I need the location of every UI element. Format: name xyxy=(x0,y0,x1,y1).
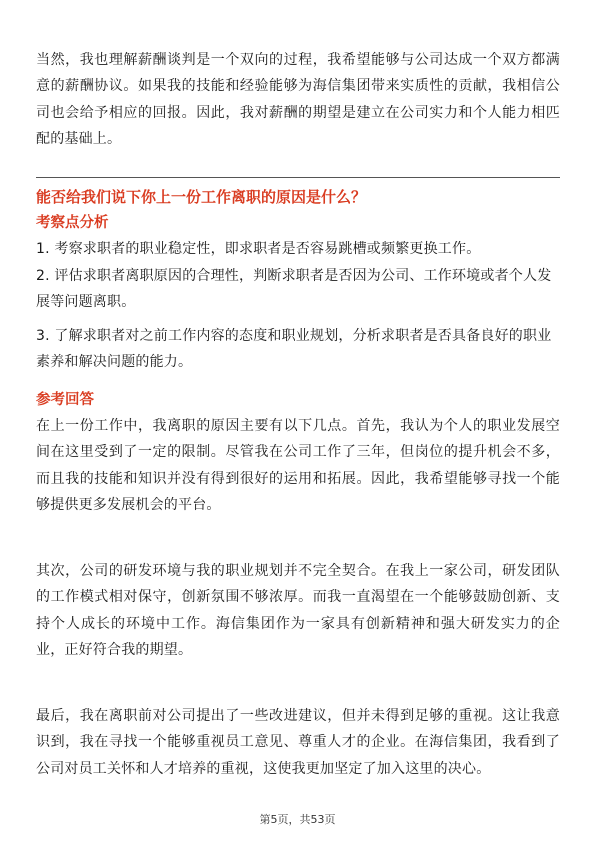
analysis-item-1: 1. 考察求职者的职业稳定性，即求职者是否容易跳槽或频繁更换工作。 xyxy=(36,241,481,257)
page-number-footer: 第5页，共53页 xyxy=(259,813,336,826)
analysis-item-2: 2. 评估求职者离职原因的合理性，判断求职者是否因为公司、工作环境或者个人发展等问题离职。 xyxy=(36,268,552,311)
intro-paragraph: 当然，我也理解薪酬谈判是一个双向的过程，我希望能够与公司达成一个双方都满意的薪酬协议。如果我的技能和经验能够为海信集团带来实质性的贡献，我相信公司也会给予相应的回报。因此，我对薪酬的期望是建立在公司实力和个人能力相匹配的基础上。 xyxy=(36,52,560,147)
answer-paragraph-1: 在上一份工作中，我离职的原因主要有以下几点。首先，我认为个人的职业发展空间在这里受到了一定的限制。尽管我在公司工作了三年，但岗位的提升机会不多，而且我的技能和知识并没有得到很好的运用和拓展。因此，我希望能够寻找一个能够提供更多发展机会的平台。 xyxy=(36,418,560,513)
answer-paragraph-2: 其次，公司的研发环境与我的职业规划并不完全契合。在我上一家公司，研发团队的工作模式相对保守，创新氛围不够浓厚。而我一直渴望在一个能够鼓励创新、支持个人成长的环境中工作。海信集团作为一家具有创新精神和强大研发实力的企业，正好符合我的期望。 xyxy=(36,563,560,658)
analysis-item-3: 3. 了解求职者对之前工作内容的态度和职业规划，分析求职者是否具备良好的职业素养和解决问题的能力。 xyxy=(36,328,552,371)
section-divider xyxy=(36,177,560,178)
analysis-heading: 考察点分析 xyxy=(36,215,109,231)
answer-paragraph-3: 最后，我在离职前对公司提出了一些改进建议，但并未得到足够的重视。这让我意识到，我在寻找一个能够重视员工意见、尊重人才的企业。在海信集团，我看到了公司对员工关怀和人才培养的重视，这使我更加坚定了加入这里的决心。 xyxy=(36,708,560,777)
answer-heading: 参考回答 xyxy=(36,392,94,408)
question-title: 能否给我们说下你上一份工作离职的原因是什么？ xyxy=(36,188,367,206)
